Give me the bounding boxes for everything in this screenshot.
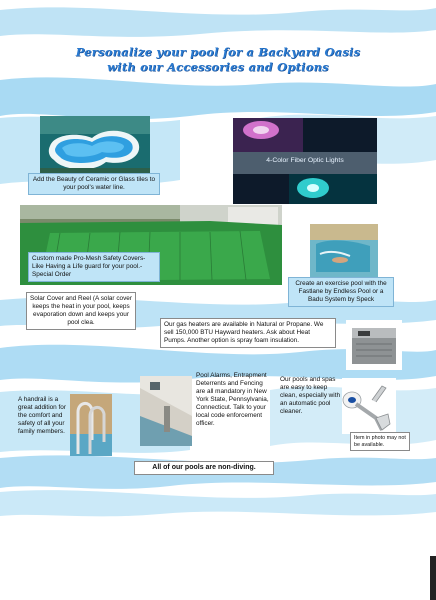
fence-photo (140, 376, 192, 446)
heater-photo (346, 320, 402, 370)
pool-cleaner-photo (342, 378, 396, 434)
non-diving-banner: All of our pools are non-diving. (134, 461, 274, 475)
tiled-pool-photo (40, 116, 150, 178)
solar-cover-caption: Solar Cover and Reel (A solar cover keeps the heat in your pool, keeps evaporation down and keeps your pool clea. (26, 292, 136, 330)
heaters-caption: Our gas heaters are available in Natural or Propane. We sell 150,000 BTU Hayward heaters. Ask about Heat Pumps. Another option is spray foam insulation. (160, 318, 336, 348)
handrail-caption: A handrail is a great addition for the comfort and safety of all your family members. (18, 396, 66, 435)
exercise-pool-photo (310, 224, 378, 278)
tiles-caption: Add the Beauty of Ceramic or Glass tiles to your pool's water line. (28, 173, 160, 195)
cleaner-caption: Our pools and spas are easy to keep clean, especially with an automatic pool cleaner. (280, 376, 341, 415)
page-heading-line-2: with our Accessories and Options (107, 60, 329, 74)
handrail-photo (70, 394, 112, 456)
photo-disclaimer-note: Item in photo may not be available. (350, 432, 410, 451)
page-heading-line-1: Personalize your pool for a Backyard Oasis (75, 45, 361, 59)
alarms-caption: Pool Alarms, Entrapment Deterrents and Fencing are all mandatory in New York State, Pennsylvania, Connecticut. Talk to your local code enforcement officer. (196, 372, 269, 427)
safety-cover-caption: Custom made Pro-Mesh Safety Covers-Like Having a Life guard for your pool.-Special Order (28, 252, 160, 282)
exercise-pool-caption: Create an exercise pool with the Fastlane by Endless Pool or a Badu System by Speck (288, 277, 394, 307)
fiber-optic-caption: 4-Color Fiber Optic Lights (266, 157, 344, 164)
